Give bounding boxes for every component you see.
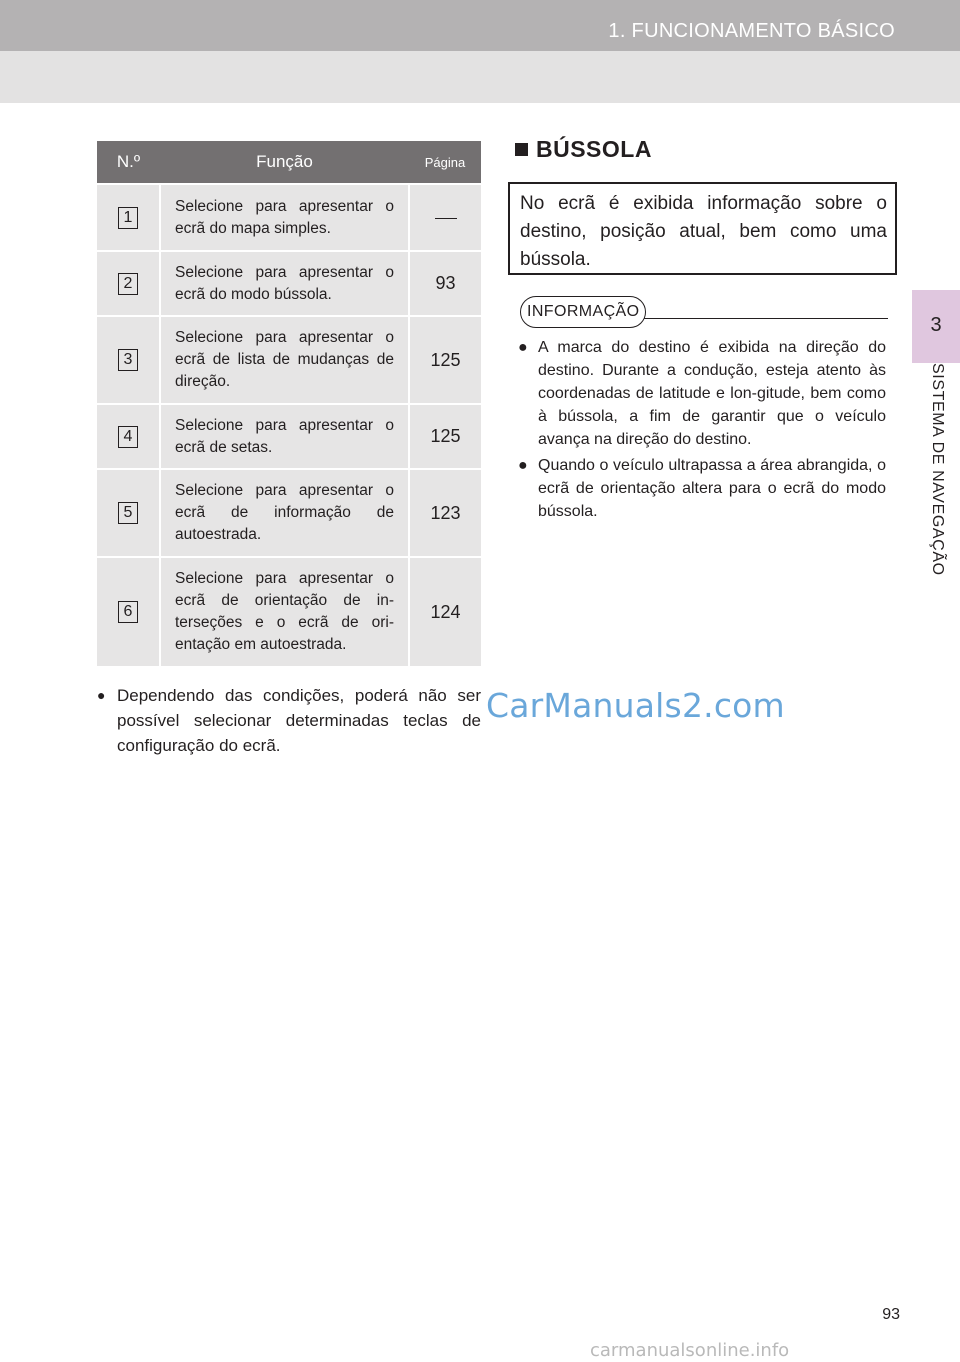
header-function: Função <box>160 141 409 184</box>
row-number: 2 <box>118 273 138 295</box>
row-number: 5 <box>118 502 138 524</box>
page-number: 93 <box>882 1306 900 1323</box>
row-number: 4 <box>118 426 138 448</box>
row-number: 1 <box>118 207 138 229</box>
info-list <box>518 336 886 526</box>
list-item: ● Quando o veículo ultrapassa a área abrangida, o ecrã de orientação altera para o ecrã do modo bússola. <box>518 454 886 523</box>
row-page: 93 <box>409 251 481 316</box>
function-table <box>97 141 481 666</box>
row-function: Selecione para apresentar o ecrã de lista de mudanças de direção. <box>160 316 409 404</box>
row-function: Selecione para apresentar o ecrã do modo bússola. <box>160 251 409 316</box>
table-row <box>97 251 481 316</box>
chapter-number: 3 <box>930 314 942 336</box>
chapter-label: SISTEMA DE NAVEGAÇÃO <box>929 363 946 576</box>
table-row <box>97 404 481 469</box>
row-function: Selecione para apresentar o ecrã de informação de autoestrada. <box>160 469 409 557</box>
row-page: 125 <box>409 404 481 469</box>
info-label: INFORMAÇÃO <box>520 296 646 328</box>
row-function: Selecione para apresentar o ecrã do mapa simples. <box>160 184 409 251</box>
chapter-tab-label <box>912 363 960 620</box>
section-title: BÚSSOLA <box>536 136 652 162</box>
table-row <box>97 469 481 557</box>
row-function: Selecione para apresentar o ecrã de orientação de in-terseções e o ecrã de ori-entação em autoestrada. <box>160 557 409 666</box>
row-number: 3 <box>118 349 138 371</box>
header-num: N.º <box>97 141 160 184</box>
row-page <box>409 184 481 251</box>
table-note <box>97 683 481 758</box>
header-page: Página <box>409 141 481 184</box>
header-bar <box>0 0 960 51</box>
no-page-dash <box>435 218 457 219</box>
section-summary-box: No ecrã é exibida informação sobre o destino, posição atual, bem como uma bússola. <box>508 182 897 275</box>
site-watermark: CarManuals2.com <box>486 686 785 725</box>
bullet-icon: ● <box>518 339 528 356</box>
table-row <box>97 316 481 404</box>
bullet-icon: ● <box>97 687 106 703</box>
section-heading <box>515 136 652 163</box>
square-bullet-icon <box>515 143 528 156</box>
row-page: 124 <box>409 557 481 666</box>
table-row <box>97 184 481 251</box>
footer-watermark: carmanualsonline.info <box>590 1340 790 1361</box>
row-function: Selecione para apresentar o ecrã de setas. <box>160 404 409 469</box>
row-page: 125 <box>409 316 481 404</box>
bullet-icon: ● <box>518 457 528 474</box>
note-text: Dependendo das condições, poderá não ser possível selecionar determinadas teclas de configuração do ecrã. <box>117 686 481 755</box>
chapter-title: 1. FUNCIONAMENTO BÁSICO <box>608 20 895 42</box>
row-number: 6 <box>118 601 138 623</box>
list-item: ● A marca do destino é exibida na direção do destino. Durante a condução, esteja atento às coordenadas de latitude e lon-gitude, bem como à bússola, a fim de garantir que o veículo avança na direção do destino. <box>518 336 886 451</box>
table-header-row <box>97 141 481 184</box>
table-row <box>97 557 481 666</box>
row-page: 123 <box>409 469 481 557</box>
chapter-tab-number <box>912 290 960 363</box>
